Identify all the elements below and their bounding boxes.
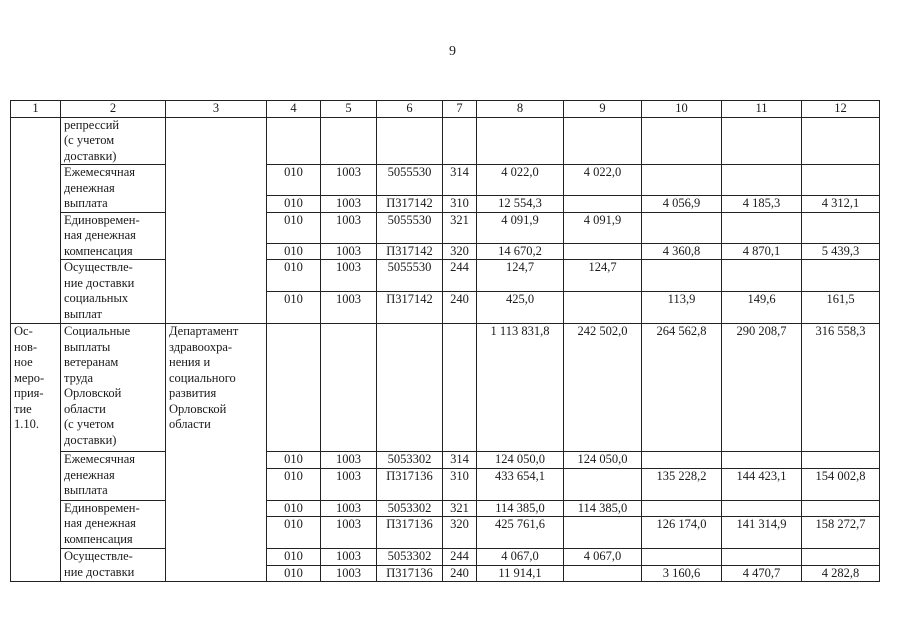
amount-cell: 158 272,7: [802, 517, 880, 549]
col-header: 4: [267, 101, 321, 118]
section-cell: 1003: [321, 165, 377, 196]
amount-cell: [802, 212, 880, 243]
expense-type-cell: 320: [443, 517, 477, 549]
amount-cell: [642, 165, 722, 196]
amount-cell: 425 761,6: [477, 517, 564, 549]
executor-cell: [166, 117, 267, 324]
col-header: 1: [11, 101, 61, 118]
event-cell: Ос- нов- ное меро- прия- тие 1.10.: [11, 324, 61, 582]
table-row: [11, 260, 880, 292]
amount-cell: 3 160,6: [642, 565, 722, 582]
col-header: 3: [166, 101, 267, 118]
amount-cell: 4 022,0: [564, 165, 642, 196]
amount-cell: 12 554,3: [477, 196, 564, 213]
amount-cell: [564, 243, 642, 260]
grbs-cell: 010: [267, 243, 321, 260]
executor-cell: Департамент здравоохра- нения и социального развития Орловской области: [166, 324, 267, 582]
amount-cell: 126 174,0: [642, 517, 722, 549]
col-header: 7: [443, 101, 477, 118]
expense-type-cell: 240: [443, 292, 477, 324]
section-cell: 1003: [321, 196, 377, 213]
table-row: [11, 452, 880, 469]
amount-cell: 5 439,3: [802, 243, 880, 260]
grbs-cell: 010: [267, 549, 321, 566]
expense-type-cell: 320: [443, 243, 477, 260]
target-article-cell: П317136: [377, 468, 443, 500]
amount-cell: 154 002,8: [802, 468, 880, 500]
amount-cell: 4 056,9: [642, 196, 722, 213]
col-header: 2: [61, 101, 166, 118]
amount-cell: 124,7: [477, 260, 564, 292]
table-row: [11, 500, 880, 517]
expense-type-cell: 321: [443, 212, 477, 243]
expense-type-cell: 321: [443, 500, 477, 517]
amount-cell: [722, 212, 802, 243]
section-cell: 1003: [321, 452, 377, 469]
section-cell: 1003: [321, 549, 377, 566]
amount-cell: [642, 260, 722, 292]
amount-cell: 4 282,8: [802, 565, 880, 582]
page-number: 9: [449, 44, 456, 59]
grbs-cell: 010: [267, 212, 321, 243]
grbs-cell: 010: [267, 468, 321, 500]
expense-type-cell: 314: [443, 165, 477, 196]
amount-cell: [642, 500, 722, 517]
target-article-cell: 5055530: [377, 212, 443, 243]
expense-type-cell: 244: [443, 260, 477, 292]
amount-cell: 11 914,1: [477, 565, 564, 582]
total-amount-cell: 316 558,3: [802, 324, 880, 452]
budget-table: [10, 100, 880, 582]
expense-type-cell: 314: [443, 452, 477, 469]
table-row: [11, 117, 880, 165]
amount-cell: 124 050,0: [477, 452, 564, 469]
amount-cell: 4 022,0: [477, 165, 564, 196]
amount-cell: 135 228,2: [642, 468, 722, 500]
amount-cell: [722, 260, 802, 292]
section-cell: 1003: [321, 292, 377, 324]
expense-type-cell: 240: [443, 565, 477, 582]
amount-cell: 144 423,1: [722, 468, 802, 500]
amount-cell: 4 067,0: [564, 549, 642, 566]
column-numbers-row: [11, 101, 880, 118]
amount-cell: 4 870,1: [722, 243, 802, 260]
amount-cell: [642, 549, 722, 566]
amount-cell: 4 470,7: [722, 565, 802, 582]
amount-cell: 114 385,0: [477, 500, 564, 517]
target-article-cell: 5053302: [377, 500, 443, 517]
amount-cell: 4 185,3: [722, 196, 802, 213]
col-header: 12: [802, 101, 880, 118]
amount-cell: 14 670,2: [477, 243, 564, 260]
subitem-name: Единовремен- ная денежная компенсация: [61, 500, 166, 549]
amount-cell: 124 050,0: [564, 452, 642, 469]
amount-cell: [802, 165, 880, 196]
target-article-cell: П317142: [377, 196, 443, 213]
amount-cell: 433 654,1: [477, 468, 564, 500]
grbs-cell: 010: [267, 452, 321, 469]
subitem-name: Осуществле- ние доставки: [61, 549, 166, 582]
section-cell: 1003: [321, 468, 377, 500]
amount-cell: 124,7: [564, 260, 642, 292]
amount-cell: 4 067,0: [477, 549, 564, 566]
grbs-cell: 010: [267, 500, 321, 517]
target-article-cell: 5053302: [377, 549, 443, 566]
target-article-cell: 5053302: [377, 452, 443, 469]
target-article-cell: П317136: [377, 517, 443, 549]
amount-cell: 114 385,0: [564, 500, 642, 517]
grbs-cell: 010: [267, 517, 321, 549]
amount-cell: [722, 452, 802, 469]
amount-cell: [722, 500, 802, 517]
amount-cell: 149,6: [722, 292, 802, 324]
amount-cell: [642, 212, 722, 243]
amount-cell: [802, 500, 880, 517]
col-header: 10: [642, 101, 722, 118]
col-header: 11: [722, 101, 802, 118]
section-cell: 1003: [321, 212, 377, 243]
col-header: 5: [321, 101, 377, 118]
amount-cell: 113,9: [642, 292, 722, 324]
section-cell: 1003: [321, 517, 377, 549]
program-name-cell: Социальные выплаты ветеранам труда Орловской области (с учетом доставки): [61, 324, 166, 452]
target-article-cell: П317136: [377, 565, 443, 582]
subitem-name: Ежемесячная денежная выплата: [61, 165, 166, 213]
amount-cell: [564, 196, 642, 213]
grbs-cell: 010: [267, 565, 321, 582]
total-amount-cell: 290 208,7: [722, 324, 802, 452]
program-name-cell: репрессий (с учетом доставки): [61, 117, 166, 165]
amount-cell: [802, 452, 880, 469]
amount-cell: 161,5: [802, 292, 880, 324]
col-header: 8: [477, 101, 564, 118]
amount-cell: [642, 452, 722, 469]
section-cell: 1003: [321, 500, 377, 517]
total-amount-cell: 1 113 831,8: [477, 324, 564, 452]
target-article-cell: П317142: [377, 292, 443, 324]
target-article-cell: 5055530: [377, 165, 443, 196]
target-article-cell: П317142: [377, 243, 443, 260]
amount-cell: 4 360,8: [642, 243, 722, 260]
amount-cell: [564, 565, 642, 582]
section-cell: 1003: [321, 565, 377, 582]
amount-cell: [564, 468, 642, 500]
amount-cell: 4 091,9: [564, 212, 642, 243]
subitem-name: Осуществле- ние доставки социальных выплат: [61, 260, 166, 324]
col-header: 6: [377, 101, 443, 118]
amount-cell: [564, 292, 642, 324]
section-cell: 1003: [321, 260, 377, 292]
total-amount-cell: 264 562,8: [642, 324, 722, 452]
col-header: 9: [564, 101, 642, 118]
amount-cell: 4 312,1: [802, 196, 880, 213]
total-amount-cell: 242 502,0: [564, 324, 642, 452]
amount-cell: 4 091,9: [477, 212, 564, 243]
event-cell: [11, 117, 61, 324]
grbs-cell: 010: [267, 196, 321, 213]
amount-cell: [802, 549, 880, 566]
subitem-name: Ежемесячная денежная выплата: [61, 452, 166, 501]
grbs-cell: 010: [267, 292, 321, 324]
amount-cell: [722, 165, 802, 196]
table-row: [11, 212, 880, 243]
amount-cell: [722, 549, 802, 566]
table-row: [11, 165, 880, 196]
section-cell: 1003: [321, 243, 377, 260]
expense-type-cell: 310: [443, 468, 477, 500]
grbs-cell: 010: [267, 165, 321, 196]
subitem-name: Единовремен- ная денежная компенсация: [61, 212, 166, 260]
amount-cell: 425,0: [477, 292, 564, 324]
expense-type-cell: 244: [443, 549, 477, 566]
expense-type-cell: 310: [443, 196, 477, 213]
table-row: [11, 549, 880, 566]
target-article-cell: 5055530: [377, 260, 443, 292]
grbs-cell: 010: [267, 260, 321, 292]
amount-cell: [564, 517, 642, 549]
amount-cell: [802, 260, 880, 292]
table-row: [11, 324, 880, 452]
amount-cell: 141 314,9: [722, 517, 802, 549]
